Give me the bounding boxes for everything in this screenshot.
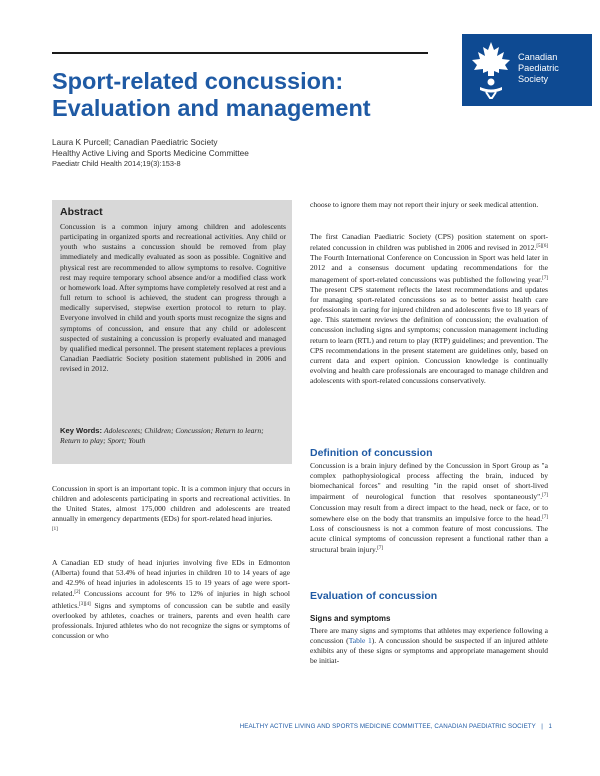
left-p2-text-a: A Canadian ED study of head injuries involving five EDs in Edmonton (Alberta) found that 53.4% of head injuries in children 10 to 14 years of age and 42.9% of head injuries in adolescents 15 to 19 years of age were sport-related. <box>52 558 290 599</box>
ref-7b: [7] <box>542 493 548 499</box>
ref-7a: [7] <box>542 275 548 281</box>
right-paragraph-1 <box>310 232 548 386</box>
page-title <box>52 68 452 122</box>
right-p1-text-c: The present CPS statement reflects the latest recommendations and updates for managing sport-related concussions so as to better assist health care professionals in caring for injured children and adolescents five to 18 years of age. This statement reviews the definition of concussion; the evaluation of concussion including signs and symptoms; concussion management including return to learn (RTL) and return to play (RTP) guidelines; and prevention. The CPS recommendations in the present statement are guidelines only, based on current data and expert opinion. Concussion knowledge is continually evolving and health care professionals are encouraged to manage children and adolescents with sport-related concussions conservatively. <box>310 284 548 386</box>
ref-7d: [7] <box>377 546 384 552</box>
ref-1: [1] <box>52 526 58 532</box>
right-p2-text-a: Concussion is a brain injury defined by the Concussion in Sport Group as "a complex pathophysiological process affecting the brain, induced by biomechanical forces" and resulting "in the rapid onset of short-lived impairment of neurological function that resolves spontaneously". <box>310 461 548 502</box>
left-p2-text-b: Concussions account for 9% to 12% of injuries in high school athletics. <box>52 589 290 610</box>
footer-separator: | <box>541 723 543 730</box>
left-paragraph-2 <box>52 558 290 641</box>
author-block <box>52 137 452 169</box>
right-p2-text-b: Concussion may result from a direct impact to the head, neck or face, or to somewhere else on the body that transmits an impulsive force to the head. <box>310 502 548 523</box>
citation-line: Paediatr Child Health 2014;19(3):153-8 <box>52 158 181 168</box>
page-number: 1 <box>548 723 552 730</box>
table-1-link[interactable]: Table 1 <box>348 636 372 646</box>
right-p2-text-c: Loss of consciousness is not a common feature of most concussions. The acute clinical symptoms of concussion represent a functional rather than a structural brain injury. <box>310 523 548 555</box>
ref-5-6: [5][6] <box>536 244 548 250</box>
left-p1-text: Concussion in sport is an important topic. It is a common injury that occurs in children and adolescents participating in sports and recreational activities. In the United States, almost 175,000 children and adolescents are treated annually in emergency departments (EDs) for sport-related head injuries. <box>52 484 290 524</box>
right-p1-text-a: The first Canadian Paediatric Society (CPS) position statement on sport-related concussion in children was published in 2006 and revised in 2012. <box>310 232 548 253</box>
abstract-box <box>52 200 292 464</box>
ref-2: [2] <box>74 590 81 596</box>
heading-evaluation: Evaluation of concussion <box>310 590 438 602</box>
cps-logo <box>462 34 592 106</box>
logo-line-1: Canadian <box>518 52 558 62</box>
committee-line: Healthy Active Living and Sports Medicine Committee <box>52 147 249 158</box>
right-p1-text-b: The Fourth International Conference on Concussion in Sport was held later in 2012 and a consensus document updating recommendations for the management of sport-related concussions was published the following year. <box>310 253 548 284</box>
abstract-heading: Abstract <box>60 206 103 218</box>
right-p3-text-b: ). A concussion should be suspected if an injured athlete exhibits any of these signs or symptoms and appropriate management should be initiat- <box>310 636 548 666</box>
left-p2-text-c: Signs and symptoms of concussion can be subtle and easily overlooked by athletes, coaches or trainers, parents and even health care professionals. Injured athletes who do not recognize the signs or symptoms of concussion or who <box>52 600 290 641</box>
title-line-1: Sport-related concussion: <box>52 68 344 94</box>
header-rule <box>52 52 428 54</box>
ref-3-4: [3][4] <box>79 601 91 607</box>
title-line-2: Evaluation and management <box>52 95 371 121</box>
maple-leaf-icon <box>468 40 514 100</box>
abstract-body: Concussion is a common injury among children and adolescents participating in organized sports and recreational activities. Any child or youth who sustains a concussion should be removed from play immediately and medically evaluated as soon as possible. Cognitive and physical rest are recommended to allow symptoms to resolve. Cognitive rest may require temporary school absence and/or a modified class work or homework load. After symptoms have completely resolved at rest and a full return to school is achieved, the student can progress through a medically supervised, stepwise exertion protocol to return to play. Everyone involved in child and youth sports must recognize the signs and symptoms of concussion, and ensure that any child or adolescent suspected of sustaining a concussion is properly evaluated and managed by qualified medical personnel. The present statement replaces a previous Canadian Paediatric Society position statement published in 2006 and revised in 2012. <box>60 222 286 374</box>
logo-line-3: Society <box>518 74 549 84</box>
keywords <box>60 426 286 446</box>
heading-definition: Definition of concussion <box>310 447 433 459</box>
page-footer <box>52 723 552 730</box>
right-paragraph-3 <box>310 626 548 667</box>
footer-text: HEALTHY ACTIVE LIVING AND SPORTS MEDICINE COMMITTEE, CANADIAN PAEDIATRIC SOCIETY <box>239 723 536 730</box>
right-p3-text-a: There are many signs and symptoms that athletes may experience following a concussion ( <box>310 626 548 646</box>
right-paragraph-0: choose to ignore them may not report their injury or seek medical attention. <box>310 200 539 209</box>
keywords-list: Adolescents; Children; Concussion; Return to learn; Return to play; Sport; Youth <box>60 426 264 446</box>
author-line: Laura K Purcell; Canadian Paediatric Society <box>52 137 218 147</box>
ref-7c: [7] <box>542 514 548 520</box>
left-paragraph-1 <box>52 484 290 536</box>
logo-line-2: Paediatric <box>518 63 559 73</box>
keywords-label: Key Words: <box>60 426 103 435</box>
right-paragraph-2 <box>310 461 548 555</box>
heading-signs-symptoms: Signs and symptoms <box>310 614 391 623</box>
